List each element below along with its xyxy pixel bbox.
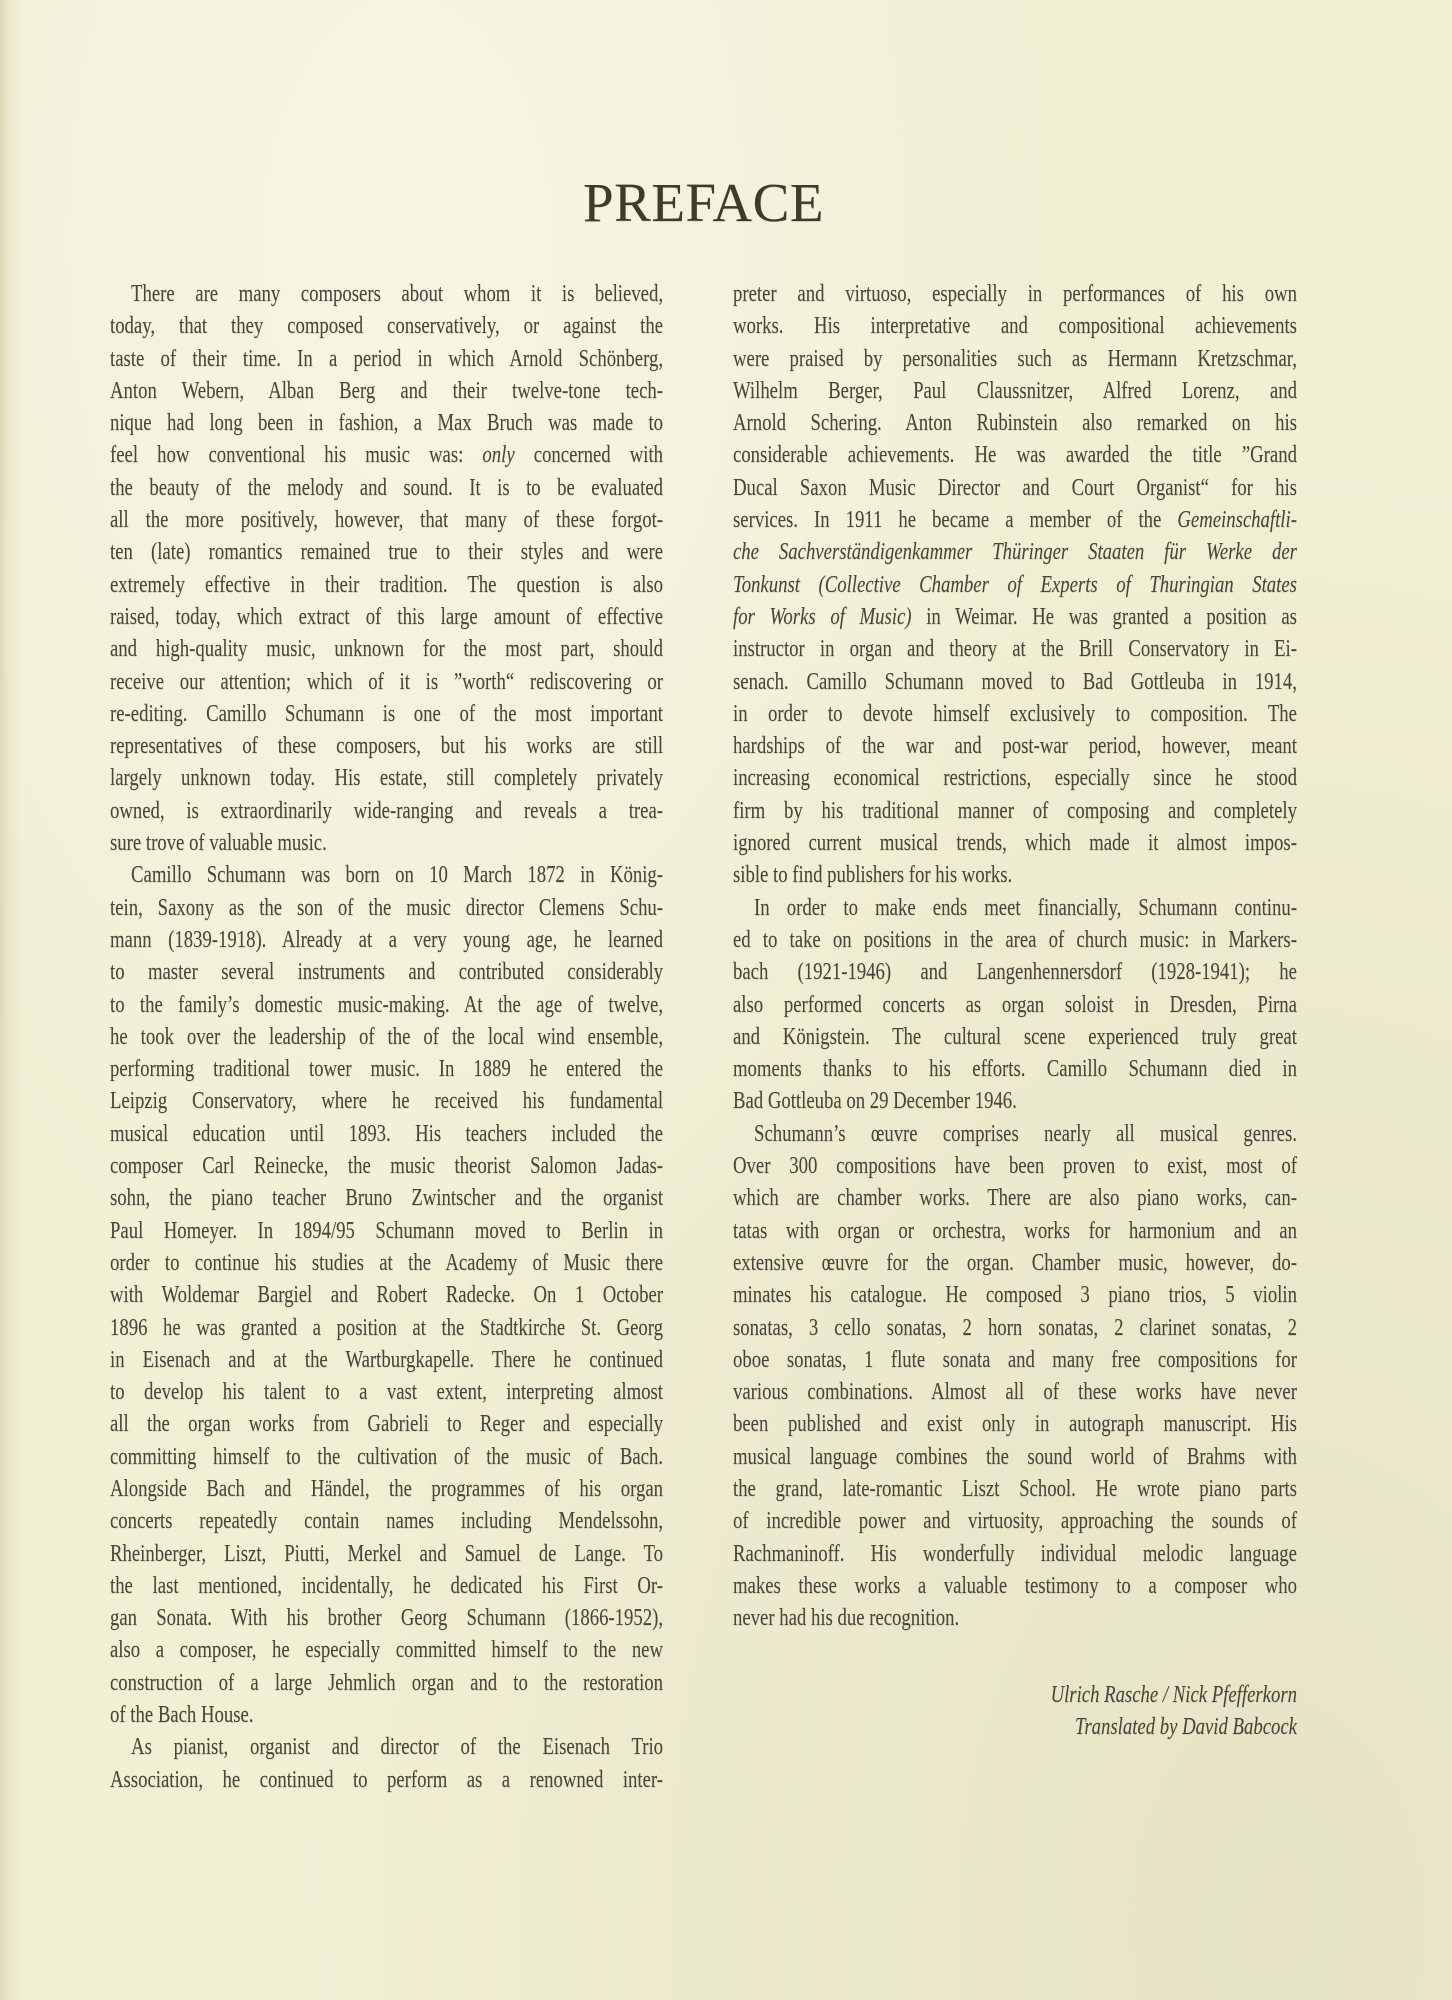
text-run: Leipzig Conservatory, where he received his fundamental (110, 1088, 664, 1115)
text-run: 1896 he was granted a position at the Stadtkirche St. Georg (110, 1314, 664, 1341)
text-line (733, 956, 1297, 988)
text-line (110, 504, 663, 536)
text-line (110, 1408, 663, 1440)
text-run: also performed concerts as organ soloist in Dresden, Pirna (733, 991, 1297, 1018)
left-text-column (110, 278, 663, 1796)
text-line (733, 407, 1297, 439)
text-run: composer Carl Reinecke, the music theorist Salomon Jadas- (110, 1153, 664, 1180)
text-run: to develop his talent to a vast extent, interpreting almost (110, 1379, 664, 1406)
text-run: As pianist, organist and director of the Eisenach Trio (131, 1734, 664, 1761)
text-run: all the organ works from Gabrieli to Reger and especially (110, 1411, 664, 1438)
text-line (110, 1247, 663, 1279)
text-line (110, 1634, 663, 1666)
text-line (110, 762, 663, 794)
text-run: and Königstein. The cultural scene experienced truly great (733, 1023, 1297, 1050)
text-line (110, 1538, 663, 1570)
text-line (733, 666, 1297, 698)
text-line (733, 569, 1297, 601)
text-line (733, 1215, 1297, 1247)
text-run: tein, Saxony as the son of the music director Clemens Schu- (110, 894, 664, 921)
text-line (110, 1344, 663, 1376)
text-line (733, 989, 1297, 1021)
text-line (733, 1312, 1297, 1344)
text-line (733, 892, 1297, 924)
text-run: raised, today, which extract of this large amount of effective (110, 603, 664, 630)
text-line (733, 827, 1297, 859)
text-run: to the family’s domestic music-making. At the age of twelve, (110, 991, 664, 1018)
text-run: ten (late) romantics remained true to their styles and were (110, 539, 664, 566)
text-run: musical education until 1893. His teachers included the (110, 1120, 664, 1147)
text-line (733, 1021, 1297, 1053)
text-run: owned, is extraordinarily wide-ranging and reveals a trea- (110, 797, 664, 824)
text-line (110, 1731, 663, 1763)
text-run: taste of their time. In a period in which Arnold Schönberg, (110, 345, 664, 372)
paragraph (733, 892, 1297, 1118)
text-line (733, 1441, 1297, 1473)
text-run: he took over the leadership of the of the local wind ensemble, (110, 1023, 664, 1050)
text-run: Over 300 compositions have been proven to exist, most of (733, 1153, 1297, 1180)
text-line (733, 1247, 1297, 1279)
text-run: to master several instruments and contributed considerably (110, 959, 664, 986)
text-run: Bad Gottleuba on 29 December 1946. (733, 1088, 1017, 1115)
text-run: sonatas, 3 cello sonatas, 2 horn sonatas, 2 clarinet sonatas, 2 (733, 1314, 1297, 1341)
text-line (110, 536, 663, 568)
text-run: Wilhelm Berger, Paul Claussnitzer, Alfred Lorenz, and (733, 377, 1297, 404)
text-run: concerts repeatedly contain names including Mendelssohn, (110, 1508, 664, 1535)
text-line (733, 1150, 1297, 1182)
text-run: which are chamber works. There are also piano works, can- (733, 1185, 1297, 1212)
text-run: and high-quality music, unknown for the most part, should (110, 636, 664, 663)
page-title: PREFACE (583, 172, 824, 233)
text-run: instructor in organ and theory at the Brill Conservatory in Ei- (733, 636, 1297, 663)
text-line (110, 1699, 663, 1731)
right-text-column (733, 278, 1297, 1634)
text-line (110, 633, 663, 665)
text-line (110, 1053, 663, 1085)
text-run: the last mentioned, incidentally, he dedicated his First Or- (110, 1572, 664, 1599)
text-line (110, 1376, 663, 1408)
italic-run: che Sachverständigenkammer Thüringer Staaten für Werke der (733, 539, 1297, 566)
text-run: with Woldemar Bargiel and Robert Radecke. On 1 October (110, 1282, 664, 1309)
text-line (110, 1312, 663, 1344)
text-line (733, 730, 1297, 762)
text-run: order to continue his studies at the Academy of Music there (110, 1249, 664, 1276)
text-run: Paul Homeyer. In 1894/95 Schumann moved to Berlin in (110, 1217, 664, 1244)
text-line (733, 1182, 1297, 1214)
text-line (110, 730, 663, 762)
text-line (110, 827, 663, 859)
text-line (110, 795, 663, 827)
text-run: Camillo Schumann was born on 10 March 1872 in König- (131, 862, 664, 889)
text-line (110, 278, 663, 310)
text-run: concerned with (514, 442, 664, 469)
text-run: considerable achievements. He was awarded the title ”Grand (733, 442, 1297, 469)
text-line (110, 859, 663, 891)
text-run: of incredible power and virtuosity, approaching the sounds of (733, 1508, 1297, 1535)
text-line (110, 1085, 663, 1117)
text-run: tatas with organ or orchestra, works for harmonium and an (733, 1217, 1297, 1244)
text-run: sohn, the piano teacher Bruno Zwintscher and the organist (110, 1185, 664, 1212)
text-run: Association, he continued to perform as a renowned inter- (110, 1766, 664, 1793)
paragraph (733, 1118, 1297, 1635)
text-line (110, 698, 663, 730)
text-line (110, 892, 663, 924)
text-run: representatives of these composers, but his works are still (110, 733, 664, 760)
text-run: construction of a large Jehmlich organ and to the restoration (110, 1669, 664, 1696)
text-line (733, 439, 1297, 471)
text-line (110, 989, 663, 1021)
text-run: Anton Webern, Alban Berg and their twelve-tone tech- (110, 377, 664, 404)
text-run: today, that they composed conservatively, or against the (110, 313, 664, 340)
text-run: gan Sonata. With his brother Georg Schumann (1866-1952), (110, 1605, 664, 1632)
text-run: the beauty of the melody and sound. It is to be evaluated (110, 474, 664, 501)
text-line (110, 439, 663, 471)
text-line (733, 1376, 1297, 1408)
text-run: in order to devote himself exclusively to composition. The (733, 700, 1297, 727)
signature-block (733, 1680, 1297, 1743)
text-run: committing himself to the cultivation of the music of Bach. (110, 1443, 664, 1470)
text-run: largely unknown today. His estate, still completely privately (110, 765, 664, 792)
text-line (733, 601, 1297, 633)
text-run: performing traditional tower music. In 1889 he entered the (110, 1056, 664, 1083)
text-line (733, 1473, 1297, 1505)
text-run: been published and exist only in autograph manuscript. His (733, 1411, 1297, 1438)
paragraph (110, 278, 663, 859)
text-run: In order to make ends meet financially, Schumann continu- (754, 894, 1297, 921)
text-run: Schumann’s œuvre comprises nearly all musical genres. (754, 1120, 1297, 1147)
text-line (110, 1279, 663, 1311)
text-run: of the Bach House. (110, 1702, 254, 1729)
text-line (733, 1279, 1297, 1311)
text-run: were praised by personalities such as Hermann Kretzschmar, (733, 345, 1297, 372)
paragraph (733, 278, 1297, 892)
text-line (110, 666, 663, 698)
text-line (110, 1667, 663, 1699)
text-line (733, 1602, 1297, 1634)
text-run: works. His interpretative and compositional achievements (733, 313, 1297, 340)
text-run: mann (1839-1918). Already at a very young age, he learned (110, 926, 664, 953)
text-line (733, 795, 1297, 827)
text-line (110, 1021, 663, 1053)
text-run: Ducal Saxon Music Director and Court Organist“ for his (733, 474, 1297, 501)
text-line (110, 1441, 663, 1473)
text-line (110, 1215, 663, 1247)
text-run: minates his catalogue. He composed 3 piano trios, 5 violin (733, 1282, 1297, 1309)
text-line (733, 1118, 1297, 1150)
text-line (110, 569, 663, 601)
text-line (733, 310, 1297, 342)
text-run: sible to find publishers for his works. (733, 862, 1013, 889)
text-line (733, 1085, 1297, 1117)
text-line (110, 1764, 663, 1796)
text-line (733, 472, 1297, 504)
text-line (733, 536, 1297, 568)
text-line (733, 1408, 1297, 1440)
text-line (733, 1344, 1297, 1376)
text-line (110, 375, 663, 407)
text-line (110, 924, 663, 956)
text-line (733, 504, 1297, 536)
text-run: musical language combines the sound world of Brahms with (733, 1443, 1297, 1470)
text-run: increasing economical restrictions, especially since he stood (733, 765, 1297, 792)
italic-run: for Works of Music) (733, 603, 912, 630)
text-run: receive our attention; which of it is ”worth“ rediscovering or (110, 668, 664, 695)
text-run: ignored current musical trends, which made it almost impos- (733, 830, 1297, 857)
text-run: ed to take on positions in the area of church music: in Markers- (733, 926, 1297, 953)
text-line (110, 1505, 663, 1537)
text-run: senach. Camillo Schumann moved to Bad Gottleuba in 1914, (733, 668, 1297, 695)
text-line (733, 1570, 1297, 1602)
text-run: There are many composers about whom it is believed, (131, 281, 664, 307)
text-line (110, 343, 663, 375)
text-run: all the more positively, however, that many of these forgot- (110, 507, 664, 534)
text-run: Arnold Schering. Anton Rubinstein also remarked on his (733, 410, 1297, 437)
text-line (733, 762, 1297, 794)
text-line (110, 407, 663, 439)
text-line (110, 1570, 663, 1602)
text-run: extensive œuvre for the organ. Chamber music, however, do- (733, 1249, 1297, 1276)
text-line (110, 1473, 663, 1505)
text-line (110, 1182, 663, 1214)
text-run: feel how conventional his music was: (110, 442, 483, 469)
text-line (110, 601, 663, 633)
text-line (110, 310, 663, 342)
signature-translator: Translated by David Babcock (1074, 1713, 1297, 1740)
text-run: never had his due recognition. (733, 1605, 960, 1632)
text-run: also a composer, he especially committed himself to the new (110, 1637, 664, 1664)
text-run: Alongside Bach and Händel, the programmes of his organ (110, 1475, 664, 1502)
text-run: in Eisenach and at the Wartburgkapelle. There he continued (110, 1346, 664, 1373)
text-line (733, 375, 1297, 407)
text-run: makes these works a valuable testimony to a composer who (733, 1572, 1297, 1599)
paragraph (110, 859, 663, 1731)
text-run: Rheinberger, Liszt, Piutti, Merkel and Samuel de Lange. To (110, 1540, 664, 1567)
text-run: nique had long been in fashion, a Max Bruch was made to (110, 410, 664, 437)
text-line (733, 343, 1297, 375)
text-line (733, 698, 1297, 730)
text-run: preter and virtuoso, especially in performances of his own (733, 281, 1297, 307)
text-run: re-editing. Camillo Schumann is one of the most important (110, 700, 664, 727)
text-run: services. In 1911 he became a member of the (733, 507, 1178, 534)
italic-run: Tonkunst (Collective Chamber of Experts of Thuringian States (733, 571, 1297, 598)
text-run: moments thanks to his efforts. Camillo Schumann died in (733, 1056, 1297, 1083)
italic-run: Gemeinschaftli- (1177, 507, 1297, 534)
text-line (733, 924, 1297, 956)
text-line (733, 1505, 1297, 1537)
text-run: Rachmaninoff. His wonderfully individual melodic language (733, 1540, 1297, 1567)
text-line (733, 633, 1297, 665)
text-line (733, 1538, 1297, 1570)
text-line (110, 1602, 663, 1634)
text-line (110, 1118, 663, 1150)
signature-authors: Ulrich Rasche / Nick Pfefferkorn (1050, 1682, 1297, 1708)
text-line (733, 859, 1297, 891)
italic-run: only (482, 442, 515, 469)
text-line (110, 472, 663, 504)
text-run: various combinations. Almost all of these works have never (733, 1379, 1297, 1406)
text-run: oboe sonatas, 1 flute sonata and many free compositions for (733, 1346, 1297, 1373)
text-run: sure trove of valuable music. (110, 830, 327, 857)
text-line (733, 1053, 1297, 1085)
text-run: the grand, late-romantic Liszt School. He wrote piano parts (733, 1475, 1297, 1502)
text-run: extremely effective in their tradition. The question is also (110, 571, 664, 598)
paragraph (110, 1731, 663, 1796)
text-run: firm by his traditional manner of composing and completely (733, 797, 1297, 824)
text-line (733, 278, 1297, 310)
text-line (110, 956, 663, 988)
text-run: bach (1921-1946) and Langenhennersdorf (1928-1941); he (733, 959, 1297, 986)
text-run: in Weimar. He was granted a position as (911, 603, 1297, 630)
text-line (110, 1150, 663, 1182)
text-run: hardships of the war and post-war period, however, meant (733, 733, 1297, 760)
